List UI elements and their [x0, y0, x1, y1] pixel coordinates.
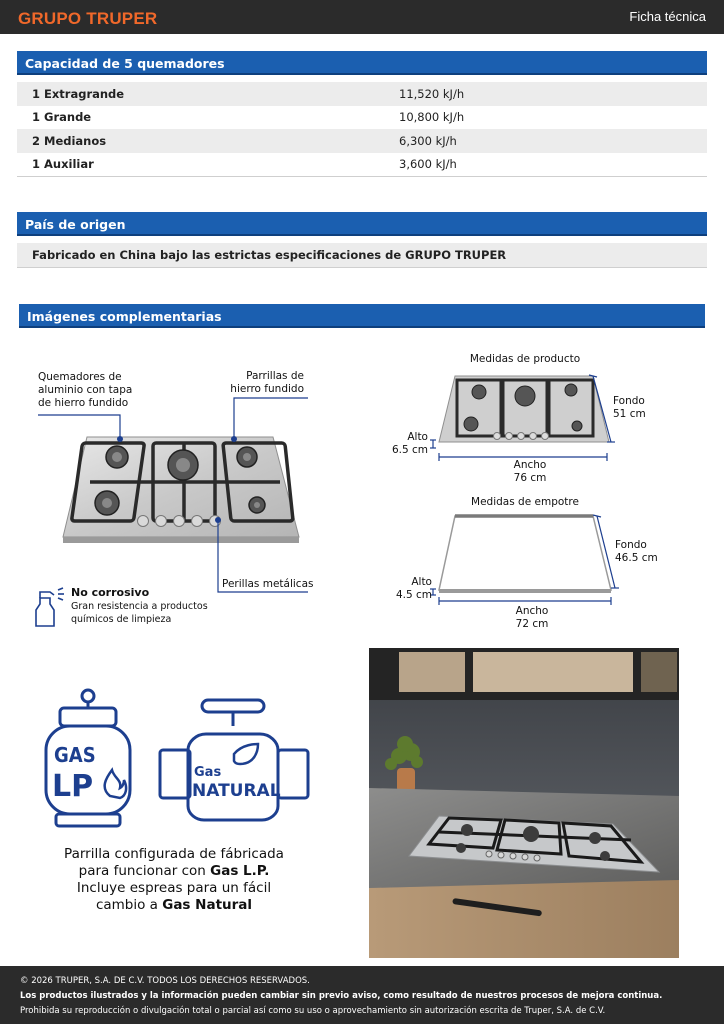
- burner-name: 1 Extragrande: [32, 86, 125, 101]
- caption-line: [46, 897, 302, 914]
- dim-line: 4.5 cm: [395, 589, 432, 601]
- brand-logo: GRUPO TRUPER: [18, 9, 158, 28]
- burner-power: 10,800 kJ/h: [399, 110, 465, 125]
- gas-lp-word-gas: GAS: [54, 743, 96, 767]
- callout-grates: [210, 370, 304, 396]
- burner-power: 6,300 kJ/h: [399, 133, 457, 148]
- callout-knobs: Perillas metálicas: [222, 578, 314, 590]
- footer: [0, 966, 724, 1024]
- caption-emphasis: Gas Natural: [162, 897, 253, 913]
- callout-burners-line: de hierro fundido: [38, 397, 129, 409]
- cutout-depth-label: [615, 539, 658, 565]
- table-row: [17, 153, 707, 177]
- footer-copyright: © 2026 TRUPER, S.A. DE C.V. TODOS LOS DERECHOS RESERVADOS.: [20, 976, 310, 986]
- dim-line: Alto: [407, 431, 428, 443]
- dim-line: 76 cm: [513, 472, 547, 484]
- gas-lp-word-lp: LP: [52, 769, 94, 804]
- product-depth-label: [613, 395, 646, 421]
- capacity-table: [17, 82, 707, 177]
- product-dimensions-diagram: [395, 370, 640, 470]
- noncorrosive-line: Gran resistencia a productos: [71, 601, 208, 612]
- gas-lp-tank-icon: [40, 686, 136, 832]
- kitchen-installation-photo: [369, 648, 679, 958]
- section-header-images: Imágenes complementarias: [19, 304, 705, 328]
- footer-legal: Prohibida su reproducción o divulgación total o parcial así como su uso o aprovechamiento sin autorización escrita de Truper, S.A. de C.V.: [20, 1006, 606, 1016]
- burner-power: 3,600 kJ/h: [399, 157, 457, 172]
- gas-natural-word-gas: Gas: [194, 765, 222, 780]
- table-row: [17, 129, 707, 153]
- dim-line: Fondo: [615, 539, 647, 551]
- dim-line: 46.5 cm: [615, 552, 658, 564]
- callout-burners: [38, 371, 132, 410]
- callout-grates-line: Parrillas de: [246, 370, 304, 382]
- burner-power: 11,520 kJ/h: [399, 86, 465, 101]
- burner-name: 1 Auxiliar: [32, 157, 94, 172]
- origin-text: Fabricado en China bajo las estrictas especificaciones de GRUPO TRUPER: [17, 243, 707, 268]
- table-row: [17, 82, 707, 106]
- spray-bottle-icon: [30, 584, 66, 628]
- table-row: [17, 106, 707, 130]
- dim-line: Ancho: [515, 605, 549, 617]
- gas-natural-pipe-icon: [156, 696, 312, 822]
- cutout-width-label: [502, 605, 562, 631]
- callout-burners-line: aluminio con tapa: [38, 384, 133, 396]
- dim-line: Fondo: [613, 395, 645, 407]
- caption-text: cambio a: [95, 897, 163, 913]
- dim-line: Alto: [411, 576, 432, 588]
- caption-line: [46, 863, 302, 880]
- cutout-height-label: [380, 576, 432, 602]
- noncorrosive-title: No corrosivo: [71, 586, 150, 599]
- callout-burners-line: Quemadores de: [38, 371, 122, 383]
- noncorrosive-text: [71, 600, 208, 626]
- product-height-label: [380, 431, 428, 457]
- gas-configuration-caption: [46, 846, 302, 914]
- product-width-label: [500, 459, 560, 485]
- footer-notice: Los productos ilustrados y la información pueden cambiar sin previo aviso, como resultado de nuestros procesos de mejora continua.: [20, 991, 663, 1001]
- noncorrosive-line: químicos de limpieza: [71, 614, 172, 625]
- dim-line: 6.5 cm: [391, 444, 428, 456]
- document-type: Ficha técnica: [629, 9, 706, 24]
- burner-name: 2 Medianos: [32, 133, 107, 148]
- caption-line: Parrilla configurada de fábricada: [64, 846, 284, 862]
- dim-line: 72 cm: [515, 618, 549, 630]
- top-bar: [0, 0, 724, 34]
- caption-line: Incluye espreas para un fácil: [76, 880, 272, 896]
- burner-name: 1 Grande: [32, 110, 92, 125]
- dim-line: Ancho: [513, 459, 547, 471]
- callout-lines: [30, 380, 320, 600]
- caption-text: para funcionar con: [78, 863, 211, 879]
- product-dims-title: Medidas de producto: [469, 353, 581, 365]
- section-header-capacity: Capacidad de 5 quemadores: [17, 51, 707, 75]
- callout-grates-line: hierro fundido: [230, 383, 304, 395]
- dim-line: 51 cm: [613, 408, 646, 420]
- cutout-dims-title: Medidas de empotre: [471, 496, 579, 508]
- caption-emphasis: Gas L.P.: [210, 863, 270, 879]
- section-header-origin: País de origen: [17, 212, 707, 236]
- gas-natural-word-natural: NATURAL: [192, 781, 281, 801]
